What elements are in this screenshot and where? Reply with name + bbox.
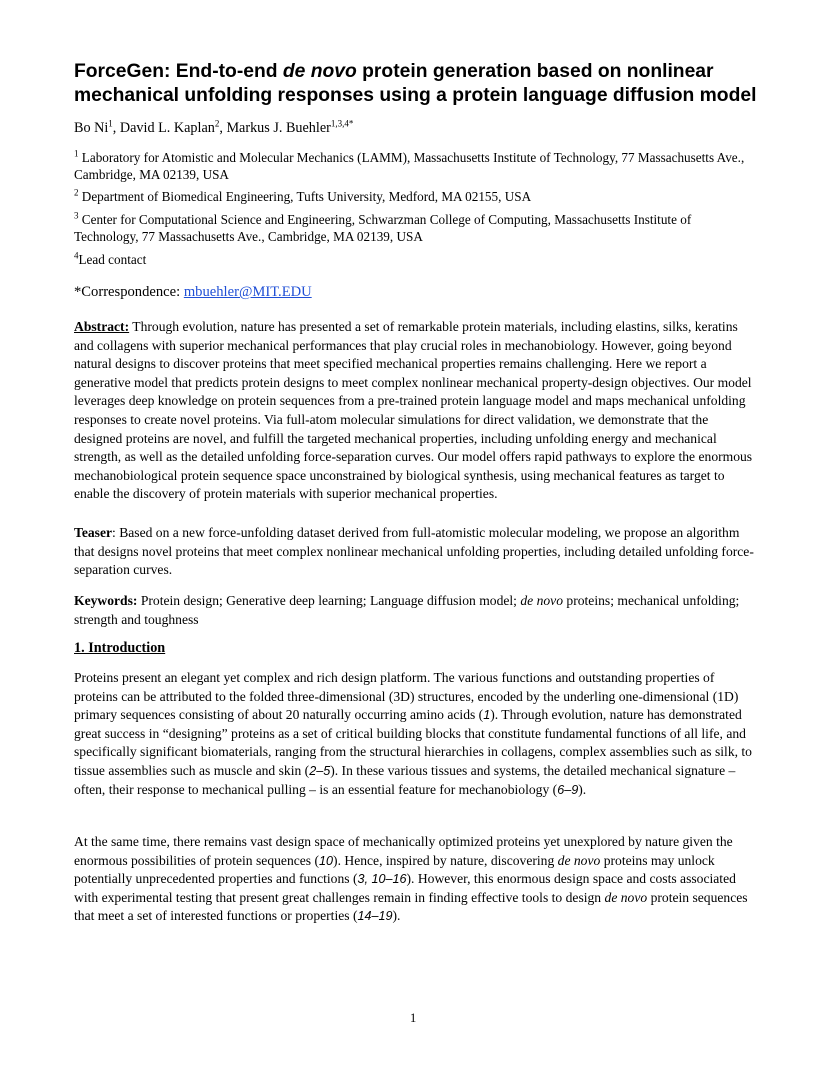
- author-separator: ,: [219, 120, 227, 136]
- affiliation-text: Laboratory for Atomistic and Molecular Mechanics (LAMM), Massachusetts Institute of Technology, 77 Massachusetts Ave., Cambridge, MA 02139, USA: [74, 150, 745, 182]
- affiliation-1: [74, 149, 758, 183]
- intro-paragraph-1: [74, 669, 758, 799]
- title-text: protein generation based on nonlinear mechanical unfolding responses using a protein language diffusion model: [74, 61, 757, 106]
- author-list: [74, 119, 353, 138]
- keywords-italic-text: de novo: [520, 593, 564, 608]
- body-text: proteins may unlock potentially unprecedented properties and functions (: [74, 852, 715, 887]
- page-number: 1: [410, 1011, 417, 1025]
- author-affiliation-mark: 1: [108, 118, 113, 129]
- author-name: Markus J. Buehler: [226, 120, 331, 136]
- author-name: Bo Ni: [74, 120, 109, 136]
- affiliation-text: Department of Biomedical Engineering, Tufts University, Medford, MA 02155, USA: [78, 189, 532, 204]
- body-text: ). In these various tissues and systems, the detailed mechanical signature – often, their response to mechanical pulling – is an essential feature for mechanobiology (: [74, 762, 736, 797]
- citation: 1: [483, 708, 491, 723]
- body-text: At the same time, there remains vast design space of mechanically optimized proteins yet unexplored by nature given the enormous possibilities of protein sequences (: [74, 834, 733, 868]
- body-text: protein sequences that meet a set of interested functions or properties (: [74, 889, 748, 924]
- correspondence-email-link[interactable]: mbuehler@MIT.EDU: [183, 284, 312, 300]
- body-text: Proteins present an elegant yet complex and rich design platform. The various functions and outstanding properties of proteins can be attributed to the folded three-dimensional (3D) structures, encoded by the underling one-dimensional (1D) primary sequences consisting of about 20 naturally occurring amino acids (: [74, 670, 739, 723]
- teaser-paragraph: [74, 524, 758, 580]
- abstract-paragraph: [74, 318, 758, 504]
- abstract-text: Through evolution, nature has presented a set of remarkable protein materials, including elastins, silks, keratins and collagens with superior mechanical performances that play crucial roles in mechanobiology. However, going beyond natural designs to discover proteins that meet specified mechanical properties remains challenging. Here we report a generative model that predicts protein designs to meet complex nonlinear mechanical property-design objectives. Our model leverages deep knowledge on protein sequences from a pre-trained protein language model and maps mechanical unfolding responses to create novel proteins. Via full-atom molecular simulations for direct validation, we demonstrate that the designed proteins are novel, and fulfill the targeted mechanical properties, including unfolding energy and mechanical strength, as well as the detailed unfolding force-separation curves. Our model offers rapid pathways to explore the enormous mechanobiological protein sequence space unconstrained by biological synthesis, using mechanical features as target to enable the discovery of protein materials with superior mechanical properties.: [74, 319, 753, 502]
- intro-paragraph-2: [74, 833, 758, 926]
- keywords-text: proteins; mechanical unfolding; strength and toughness: [74, 593, 740, 627]
- citation: 6–9: [557, 782, 579, 797]
- teaser-text: : Based on a new force-unfolding dataset derived from full-atomistic molecular modeling, we propose an algorithm that designs novel proteins that meet complex nonlinear mechanical unfolding properties, including detailed unfolding force-separation curves.: [74, 525, 754, 578]
- body-italic-text: de novo: [604, 889, 648, 905]
- correspondence: [74, 283, 312, 302]
- affiliation-mark: 4: [74, 250, 79, 261]
- body-text: ). However, this enormous design space and costs associated with experimental testing that present great challenges remain in finding effective tools to design: [74, 871, 736, 905]
- citation: 14–19: [357, 909, 393, 924]
- affiliation-text: Lead contact: [78, 252, 147, 267]
- keywords-label: Keywords:: [74, 593, 138, 608]
- correspondence-label: *Correspondence:: [74, 284, 184, 300]
- citation: 3, 10–16: [357, 872, 407, 887]
- body-text: ).: [392, 908, 401, 924]
- citation: 10: [319, 853, 334, 868]
- title-text: ForceGen: End-to-end: [74, 61, 283, 82]
- affiliation-mark: 1: [74, 148, 79, 159]
- keywords-text: Protein design; Generative deep learning; Language diffusion model;: [137, 593, 521, 608]
- affiliation-4: [74, 251, 758, 268]
- keywords-paragraph: [74, 592, 758, 629]
- affiliation-mark: 3: [74, 210, 79, 221]
- paper-title: [74, 60, 764, 107]
- abstract-label: Abstract:: [74, 319, 130, 334]
- teaser-label: Teaser: [74, 525, 113, 540]
- body-italic-text: de novo: [557, 852, 601, 868]
- affiliation-mark: 2: [74, 187, 79, 198]
- affiliation-text: Center for Computational Science and Engineering, Schwarzman College of Computing, Massachusetts Institute of Technology, 77 Massachusetts Ave., Cambridge, MA 02139, USA: [74, 212, 692, 244]
- citation: 2–5: [309, 763, 331, 778]
- author-affiliation-mark: 1,3,4*: [330, 118, 354, 129]
- section-heading-introduction: 1. Introduction: [74, 640, 166, 656]
- body-text: ).: [578, 781, 587, 797]
- affiliation-2: [74, 188, 758, 205]
- author-affiliation-mark: 2: [214, 118, 220, 129]
- author-separator: ,: [112, 120, 120, 136]
- title-italic-text: de novo: [282, 61, 357, 82]
- body-text: ). Through evolution, nature has demonstrated great success in “designing” proteins as a set of critical building blocks that constitute fundamental functions of all life, and specifically significant biomaterials, ranging from the structural hierarchies in collagens, complex assemblies such as silk, to tissue assemblies such as muscle and skin (: [74, 707, 752, 778]
- body-text: ). Hence, inspired by nature, discovering: [333, 852, 558, 868]
- affiliation-3: [74, 211, 758, 245]
- author-name: David L. Kaplan: [119, 120, 215, 136]
